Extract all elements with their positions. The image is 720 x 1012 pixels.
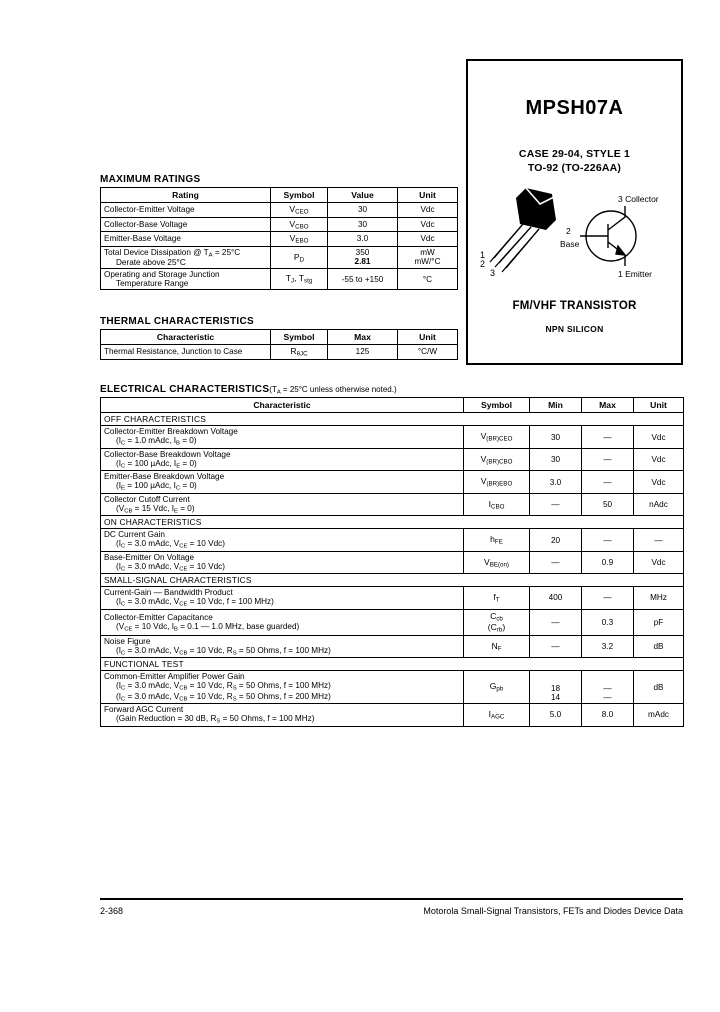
characteristic-group-label: FUNCTIONAL TEST (101, 658, 684, 671)
column-header-characteristic: Characteristic (101, 398, 464, 413)
characteristic-max: — (582, 471, 634, 493)
group-header-row (101, 413, 684, 426)
test-condition: ($V_{CE} = 10$ Vdc, $I_B = 0.1$ — 1.0 MHz, base guarded) (116, 621, 300, 632)
column-header-max: Max (328, 330, 398, 345)
rating-value: 3.0 (328, 232, 398, 247)
test-condition: ($I_C = 3.0$ mAdc, $V_{CB} = 10$ Vdc, $R_S = 50$ Ohms, f = 200 MHz) (116, 691, 331, 703)
characteristic-unit: Vdc (634, 471, 684, 493)
column-header-min: Min (530, 398, 582, 413)
characteristic-max: — (582, 529, 634, 551)
rating-unit: Vdc (398, 203, 458, 218)
thermal-characteristic-name: Thermal Resistance, Junction to Case (101, 345, 271, 360)
characteristic-name (101, 587, 464, 609)
characteristic-min: 20 (530, 529, 582, 551)
table-row (101, 203, 458, 218)
characteristic-unit: mAdc (634, 704, 684, 726)
characteristic-title: Common-Emitter Amplifier Power Gain (104, 672, 245, 682)
characteristic-name (101, 671, 464, 704)
characteristic-group-label: ON CHARACTERISTICS (101, 516, 684, 529)
characteristic-unit: MHz (634, 587, 684, 609)
case-style-line: CASE 29-04, STYLE 1 (518, 148, 631, 160)
rating-symbol: $T_J$, $T_{stg}$ (271, 269, 328, 290)
to92-package-drawing (468, 184, 683, 282)
characteristic-name (101, 448, 464, 470)
characteristic-symbol: $I_{CBO}$ (464, 493, 530, 515)
characteristic-max: — (582, 448, 634, 470)
footer-document-title: Motorola Small-Signal Transistors, FETs and Diodes Device Data (423, 906, 683, 916)
test-condition: ($I_C = 100$ µAdc, $I_E = 0$) (116, 458, 197, 470)
characteristic-group-label: OFF CHARACTERISTICS (101, 413, 684, 426)
table-row (101, 471, 684, 493)
rating-name-line2: Temperature Range (116, 279, 189, 289)
column-header-unit: Unit (634, 398, 684, 413)
package-type-line: TO-92 (TO-226AA) (527, 162, 622, 174)
characteristic-symbol: $f_T$ (464, 587, 530, 609)
table-row (101, 246, 458, 268)
table-row (101, 232, 458, 247)
characteristic-title: Current-Gain — Bandwidth Product (104, 588, 233, 598)
characteristic-name (101, 635, 464, 657)
column-header-unit: Unit (398, 188, 458, 203)
footer-divider (100, 898, 683, 900)
table-row (101, 217, 458, 232)
test-condition: ($I_C = 3.0$ mAdc, $V_{CB} = 10$ Vdc, $R_S = 50$ Ohms, f = 100 MHz) (116, 681, 331, 692)
table-row (101, 587, 684, 609)
characteristic-min: 400 (530, 587, 582, 609)
characteristic-symbol: $V_{BE(on)}$ (464, 551, 530, 573)
rating-name: Emitter-Base Voltage (101, 232, 271, 247)
column-header-symbol: Symbol (271, 330, 328, 345)
characteristic-min: — (530, 551, 582, 573)
rating-value: -55 to +150 (328, 269, 398, 290)
test-condition: ($I_C = 3.0$ mAdc, $V_{CE} = 10$ Vdc) (116, 561, 225, 573)
rating-unit: Vdc (398, 232, 458, 247)
characteristic-group-label: SMALL-SIGNAL CHARACTERISTICS (101, 574, 684, 587)
package-and-symbol-diagram (468, 184, 681, 282)
characteristic-max: 50 (582, 493, 634, 515)
column-header-characteristic: Characteristic (101, 330, 271, 345)
characteristic-min: — (530, 609, 582, 635)
characteristic-title: Forward AGC Current (104, 705, 184, 715)
characteristic-unit: Vdc (634, 551, 684, 573)
test-condition: ($I_C = 1.0$ mAdc, $I_B = 0$) (116, 436, 197, 447)
table-row (101, 671, 684, 704)
test-condition: ($I_C = 3.0$ mAdc, $V_{CE} = 10$ Vdc, f = 100 MHz) (116, 597, 274, 608)
characteristic-min: — (530, 635, 582, 657)
characteristic-max: 8.0 (582, 704, 634, 726)
characteristic-name (101, 471, 464, 493)
rating-unit: °C (398, 269, 458, 290)
electrical-characteristics-title: ELECTRICAL $CHARACTERISTICS(T_A = 25^\circ C$ unless otherwise noted.) (100, 384, 397, 396)
electrical-characteristics-table (100, 397, 684, 726)
thermal-characteristics-section (100, 316, 457, 360)
rating-symbol: $V_{EBO}$ (271, 232, 328, 247)
maximum-ratings-title: MAXIMUM RATINGS (100, 174, 201, 185)
characteristic-max: — — (582, 671, 634, 704)
characteristic-name (101, 529, 464, 551)
part-header-box (466, 59, 683, 365)
characteristic-symbol: $h_{FE}$ (464, 529, 530, 551)
characteristic-title: Collector-Emitter Breakdown Voltage (104, 427, 238, 437)
table-row (101, 529, 684, 551)
to92-body-icon (516, 188, 556, 230)
device-family-label: FM/VHF TRANSISTOR (512, 300, 637, 312)
rating-name: Collector-Emitter Voltage (101, 203, 271, 218)
characteristic-unit: Vdc (634, 426, 684, 448)
characteristic-symbol: $V_{(BR)CBO}$ (464, 448, 530, 470)
to92-leads-icon (490, 224, 539, 272)
characteristic-name (101, 551, 464, 573)
characteristic-max: — (582, 587, 634, 609)
part-number: MPSH07A (525, 97, 624, 119)
table-header-row (101, 188, 458, 203)
page-footer (100, 898, 683, 916)
characteristic-title: DC Current Gain (104, 530, 165, 540)
rating-name: Total Device Dissipation @ $T_A = 25^\circ C$ Derate above 25°C (101, 246, 271, 268)
table-row (101, 269, 458, 290)
maximum-ratings-section (100, 174, 457, 290)
thermal-characteristics-table (100, 329, 458, 360)
characteristic-min: — (530, 493, 582, 515)
test-condition: ($I_C = 3.0$ mAdc, $V_{CE} = 10$ Vdc) (116, 539, 225, 550)
group-header-row (101, 574, 684, 587)
characteristic-unit: dB (634, 635, 684, 657)
rating-unit: Vdc (398, 217, 458, 232)
electrical-table-body (101, 413, 684, 726)
electrical-characteristics-section (100, 384, 683, 727)
characteristic-title: Collector Cutoff Current (104, 494, 190, 504)
characteristic-min: 30 (530, 448, 582, 470)
test-condition: (Gain Reduction = 30 dB, $R_S = 50$ Ohms, f = 100 MHz) (116, 714, 315, 725)
thermal-characteristics-title: THERMAL CHARACTERISTICS (100, 316, 254, 327)
rating-value: 30 (328, 217, 398, 232)
table-row (101, 635, 684, 657)
characteristic-name (101, 704, 464, 726)
column-header-value: Value (328, 188, 398, 203)
rating-unit: mW mW/°C (398, 246, 458, 268)
characteristic-symbol: $V_{(BR)EBO}$ (464, 471, 530, 493)
table-row (101, 448, 684, 470)
characteristic-symbol: $N_F$ (464, 635, 530, 657)
lead-label-2: 2 (480, 259, 486, 269)
characteristic-max: 0.3 (582, 609, 634, 635)
rating-name: Operating and Storage Junction Temperature Range (101, 269, 271, 290)
table-row (101, 551, 684, 573)
thermal-max: 125 (328, 345, 398, 360)
table-row (101, 426, 684, 448)
npn-transistor-symbol-icon (580, 206, 636, 266)
characteristic-unit: dB (634, 671, 684, 704)
characteristic-title: Base-Emitter On Voltage (104, 552, 195, 562)
rating-symbol: $V_{CBO}$ (271, 217, 328, 232)
rating-name-line2: Derate above 25°C (116, 258, 186, 268)
characteristic-name (101, 609, 464, 635)
characteristic-max: 0.9 (582, 551, 634, 573)
column-header-symbol: Symbol (271, 188, 328, 203)
group-header-row (101, 658, 684, 671)
group-header-row (101, 516, 684, 529)
characteristic-title: Noise Figure (104, 636, 151, 646)
characteristic-symbol: $V_{(BR)CEO}$ (464, 426, 530, 448)
characteristic-name (101, 493, 464, 515)
characteristic-min: 18 14 (530, 671, 582, 704)
characteristic-title: Emitter-Base Breakdown Voltage (104, 472, 225, 482)
characteristic-title: Collector-Emitter Capacitance (104, 612, 213, 622)
characteristic-unit: nAdc (634, 493, 684, 515)
lead-label-1: 1 (480, 250, 486, 260)
characteristic-max: — (582, 426, 634, 448)
maximum-ratings-table (100, 187, 458, 290)
characteristic-min: 5.0 (530, 704, 582, 726)
thermal-symbol: $R_{\theta JC}$ (271, 345, 328, 360)
rating-name: Collector-Base Voltage (101, 217, 271, 232)
column-header-symbol: Symbol (464, 398, 530, 413)
characteristic-symbol: $G_{pb}$ (464, 671, 530, 704)
characteristic-min: 3.0 (530, 471, 582, 493)
test-condition: ($V_{CB} = 15$ Vdc, $I_E = 0$) (116, 503, 195, 515)
symbol-label-collector: 3 Collector (618, 194, 659, 204)
lead-label-3: 3 (490, 268, 496, 278)
rating-symbol: $P_D$ (271, 246, 328, 268)
table-row (101, 345, 458, 360)
characteristic-unit: — (634, 529, 684, 551)
characteristic-symbol: $I_{AGC}$ (464, 704, 530, 726)
rating-value: 350 2.81 (328, 246, 398, 268)
page-number: 2-368 (100, 906, 124, 916)
characteristic-title: Collector-Base Breakdown Voltage (104, 449, 231, 459)
column-header-unit: Unit (398, 330, 458, 345)
symbol-label-base-pin: 2 (566, 226, 571, 236)
characteristic-unit: Vdc (634, 448, 684, 470)
test-condition: ($I_E = 100$ µAdc, $I_C = 0$) (116, 481, 197, 492)
characteristic-max: 3.2 (582, 635, 634, 657)
thermal-unit: °C/W (398, 345, 458, 360)
characteristic-name (101, 426, 464, 448)
column-header-rating: Rating (101, 188, 271, 203)
table-header-row (101, 330, 458, 345)
rating-symbol: $V_{CEO}$ (271, 203, 328, 218)
characteristic-symbol: $C_{cb}$ $(C_{rb})$ (464, 609, 530, 635)
column-header-max: Max (582, 398, 634, 413)
symbol-label-emitter: 1 Emitter (618, 269, 653, 279)
table-row (101, 493, 684, 515)
table-row (101, 609, 684, 635)
symbol-label-base: Base (560, 239, 580, 249)
table-row (101, 704, 684, 726)
characteristic-unit: pF (634, 609, 684, 635)
characteristic-min: 30 (530, 426, 582, 448)
table-header-row (101, 398, 684, 413)
test-condition: ($I_C = 3.0$ mAdc, $V_{CB} = 10$ Vdc, $R_S = 50$ Ohms, f = 100 MHz) (116, 645, 331, 657)
device-polarity-label: NPN SILICON (545, 324, 604, 334)
rating-value: 30 (328, 203, 398, 218)
